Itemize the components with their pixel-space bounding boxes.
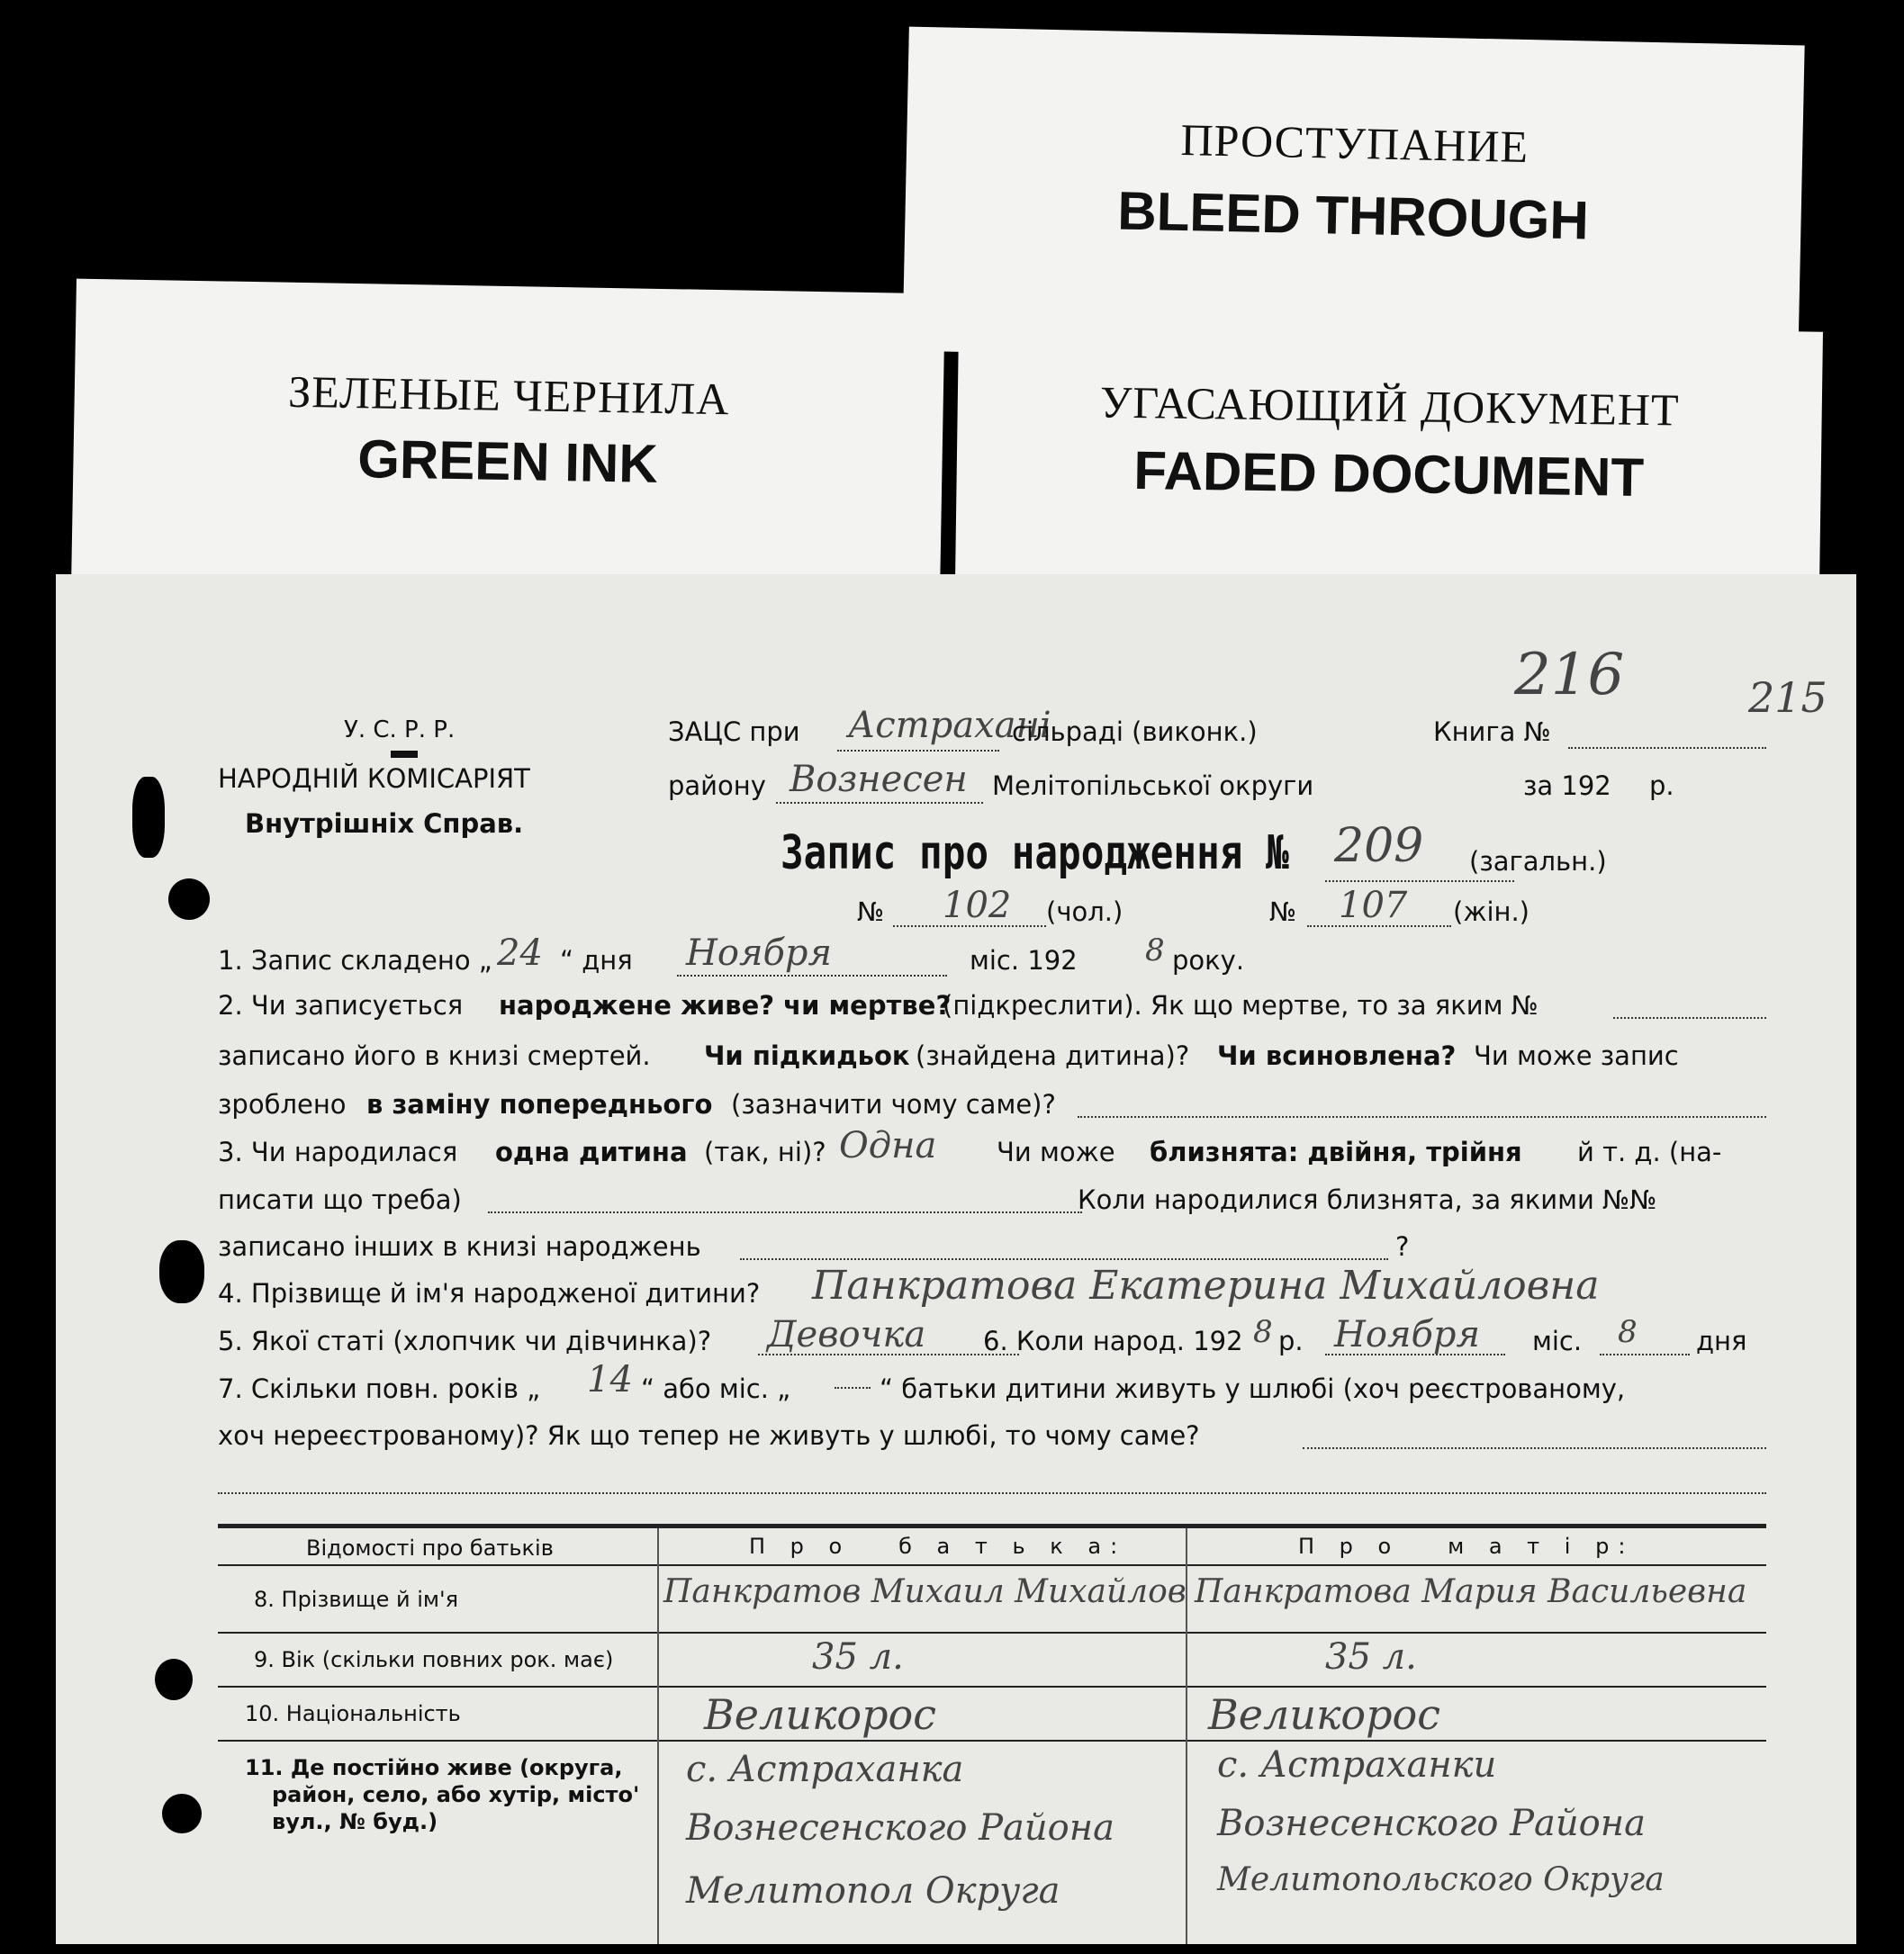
bleed-card-en: BLEED THROUGH: [1116, 180, 1590, 251]
row11-label-1: 11. Де постійно живе (округа,: [245, 1755, 623, 1780]
table-head-mother: П р о м а т і р:: [1298, 1534, 1635, 1559]
row9-father-handwritten: 35 л.: [812, 1636, 904, 1678]
row7b-label: хоч нереєстрованому)? Як що тепер не живуть у шлюбі, то чому саме?: [218, 1420, 1200, 1451]
table-col-rule: [657, 1528, 659, 1944]
row7b-line: [1303, 1447, 1766, 1449]
table-head-rule: [218, 1564, 1766, 1566]
row11-father-line2: Вознесенского Района: [686, 1807, 1114, 1849]
ministry-label: Внутрішніх Справ.: [245, 808, 524, 839]
record-title: Запис про народження №: [781, 826, 1289, 880]
header-ornament: [391, 751, 418, 758]
row6-label: 6. Коли народ. 192: [983, 1326, 1243, 1356]
ussr-label: У. С. Р. Р.: [344, 716, 456, 743]
green-card-ru: ЗЕЛЕНЫЕ ЧЕРНИЛА: [287, 365, 730, 425]
rayon-handwritten: Вознесен: [790, 759, 968, 800]
row3c-label-b: ?: [1395, 1231, 1410, 1262]
row11-label-3: вул., № буд.): [272, 1809, 438, 1834]
faded-document-card: [955, 320, 1823, 592]
row7-months-line: [835, 1387, 871, 1389]
row1-label: 1. Запис складено „: [218, 945, 492, 976]
row2-label-c: (підкреслити). Як що мертве, то за яким №: [943, 990, 1539, 1021]
row2c-label-c: (зазначити чому саме)?: [731, 1089, 1056, 1120]
row6-day-line: [1600, 1354, 1690, 1355]
row3-label-d: Чи може: [997, 1137, 1115, 1167]
page-number-corner: 215: [1748, 673, 1827, 722]
male-no-label: №: [857, 896, 885, 927]
female-label: (жін.): [1453, 896, 1530, 927]
row6-month-label: міс.: [1532, 1326, 1583, 1356]
row2b-label-a: записано його в книзі смертей.: [218, 1040, 651, 1071]
record-number-handwritten: 209: [1334, 819, 1424, 873]
row2-label-b: народжене живе? чи мертве?: [499, 990, 952, 1021]
zags-line: [837, 750, 999, 752]
row6-year-suffix: р.: [1278, 1326, 1304, 1356]
row11-father-line3: Мелитопол Округа: [686, 1870, 1060, 1912]
kniga-label: Книга №: [1433, 716, 1551, 747]
row6-month-handwritten: Ноября: [1334, 1314, 1480, 1355]
row6-day-label: дня: [1696, 1326, 1747, 1356]
row10-mother-handwritten: Великорос: [1208, 1690, 1441, 1739]
row3-label-e: близнята: двійня, трійня: [1150, 1137, 1522, 1167]
row7c-line: [218, 1492, 1766, 1494]
row3-label-a: 3. Чи народилася: [218, 1137, 458, 1167]
row1-month-line: [677, 975, 947, 977]
row11-mother-line2: Вознесенского Района: [1217, 1803, 1646, 1844]
male-label: (чол.): [1046, 896, 1123, 927]
row1-day-suffix: “ дня: [560, 945, 633, 976]
zags-label: ЗАЦС при: [668, 716, 800, 747]
row3b-line: [488, 1211, 1082, 1213]
row7-label-c: “ батьки дитини живуть у шлюбі (хоч реєстрованому,: [880, 1373, 1626, 1404]
row3b-label-b: Коли народилися близнята, за якими №№: [1078, 1184, 1657, 1215]
row3-label-b: одна дитина: [495, 1137, 688, 1167]
male-number-handwritten: 102: [943, 885, 1012, 926]
row2c-line: [1078, 1116, 1766, 1118]
row7-label-a: 7. Скільки повн. років „: [218, 1373, 541, 1404]
table-head-label: Відомості про батьків: [306, 1535, 554, 1561]
row1-day-handwritten: 24: [497, 932, 543, 974]
row2b-label-d: Чи всиновлена?: [1217, 1040, 1457, 1071]
row10-label: 10. Національність: [245, 1701, 461, 1726]
row2-line: [1613, 1017, 1766, 1019]
faded-card-en: FADED DOCUMENT: [1132, 440, 1645, 508]
row2c-label-a: зроблено: [218, 1089, 347, 1120]
row8-mother-handwritten: Панкратова Мария Васильевна: [1195, 1573, 1747, 1610]
row9-label: 9. Вік (скільки повних рок. має): [254, 1647, 614, 1672]
table-top-rule: [218, 1524, 1766, 1528]
row5-sex-handwritten: Девочка: [767, 1314, 926, 1355]
row3-handwritten: Одна: [839, 1125, 937, 1166]
row8-label: 8. Прізвище й ім'я: [254, 1587, 459, 1612]
rayon-label: району: [668, 770, 766, 801]
table-row-rule: [218, 1740, 1766, 1742]
row2b-label-c: (знайдена дитина)?: [916, 1040, 1190, 1071]
row4-child-name-handwritten: Панкратова Екатерина Михайловна: [812, 1263, 1600, 1309]
row11-mother-line3: Мелитопольского Округа: [1217, 1861, 1665, 1898]
row9-mother-handwritten: 35 л.: [1325, 1636, 1417, 1678]
okrug-label: Мелітопільської округи: [992, 770, 1314, 801]
bleed-card-ru: ПРОСТУПАНИЕ: [1179, 113, 1530, 173]
kniga-line: [1568, 747, 1766, 749]
commissariat-label: НАРОДНІЙ КОМІСАРІЯТ: [218, 763, 530, 794]
row10-father-handwritten: Великорос: [704, 1690, 937, 1739]
punch-hole: [168, 878, 210, 920]
punch-hole: [162, 1794, 202, 1833]
rayon-line: [776, 802, 983, 804]
row1-year-label: міс. 192: [970, 945, 1078, 976]
row11-label-2: район, село, або хутір, місто': [272, 1782, 640, 1807]
row7-label-b: “ або міс. „: [641, 1373, 791, 1404]
row3-label-f: й т. д. (на-: [1577, 1137, 1722, 1167]
row2-label-a: 2. Чи записується: [218, 990, 464, 1021]
table-head-father: П р о б а т ь к а:: [749, 1534, 1127, 1559]
page-number: 216: [1514, 642, 1625, 708]
female-no-label: №: [1269, 896, 1297, 927]
record-number-line: [1325, 880, 1514, 882]
male-number-line: [893, 925, 1046, 927]
general-label: (загальн.): [1469, 846, 1607, 877]
punch-hole: [155, 1659, 193, 1700]
row7-years-handwritten: 14: [587, 1359, 633, 1400]
r-label: р.: [1649, 770, 1674, 801]
row1-year-suffix: року.: [1172, 945, 1245, 976]
green-card-en: GREEN INK: [356, 428, 659, 494]
row5-label: 5. Якої статі (хлопчик чи дівчинка)?: [218, 1326, 712, 1356]
row6-day-handwritten: 8: [1618, 1314, 1638, 1350]
row5-sex-line: [758, 1354, 1019, 1355]
row8-father-handwritten: Панкратов Михаил Михайлов: [663, 1573, 1187, 1610]
za-year-label: за 192: [1523, 770, 1611, 801]
row3b-label-a: писати що треба): [218, 1184, 462, 1215]
row6-month-line: [1325, 1354, 1505, 1355]
row2b-label-b: Чи підкидьок: [704, 1040, 910, 1071]
bleed-through-card: [902, 27, 1804, 370]
birth-record-document: [56, 574, 1856, 1944]
row3-label-c: (так, ні)?: [704, 1137, 826, 1167]
table-row-rule: [218, 1632, 1766, 1634]
row2b-label-e: Чи може запис: [1474, 1040, 1679, 1071]
punch-hole: [159, 1240, 204, 1303]
row11-father-line1: с. Астраханка: [686, 1749, 964, 1790]
row4-label: 4. Прізвище й ім'я народженої дитини?: [218, 1278, 761, 1309]
row2c-label-b: в заміну попереднього: [366, 1089, 713, 1120]
row11-mother-line1: с. Астраханки: [1217, 1744, 1497, 1786]
female-number-line: [1307, 925, 1451, 927]
row3c-label-a: записано інших в книзі народжень: [218, 1231, 701, 1262]
row1-year-handwritten: 8: [1145, 932, 1165, 968]
row3c-line: [740, 1258, 1388, 1260]
table-row-rule: [218, 1686, 1766, 1688]
selradi-label: сільраді (виконк.): [1012, 716, 1258, 747]
female-number-handwritten: 107: [1339, 885, 1408, 926]
row1-month-handwritten: Ноября: [686, 932, 832, 974]
faded-card-ru: УГАСАЮЩИЙ ДОКУМЕНТ: [1099, 376, 1680, 436]
green-ink-card: [71, 279, 945, 596]
zags-handwritten: Астраханi: [848, 705, 1051, 746]
punch-hole: [132, 777, 165, 858]
row6-year-handwritten: 8: [1253, 1314, 1273, 1350]
